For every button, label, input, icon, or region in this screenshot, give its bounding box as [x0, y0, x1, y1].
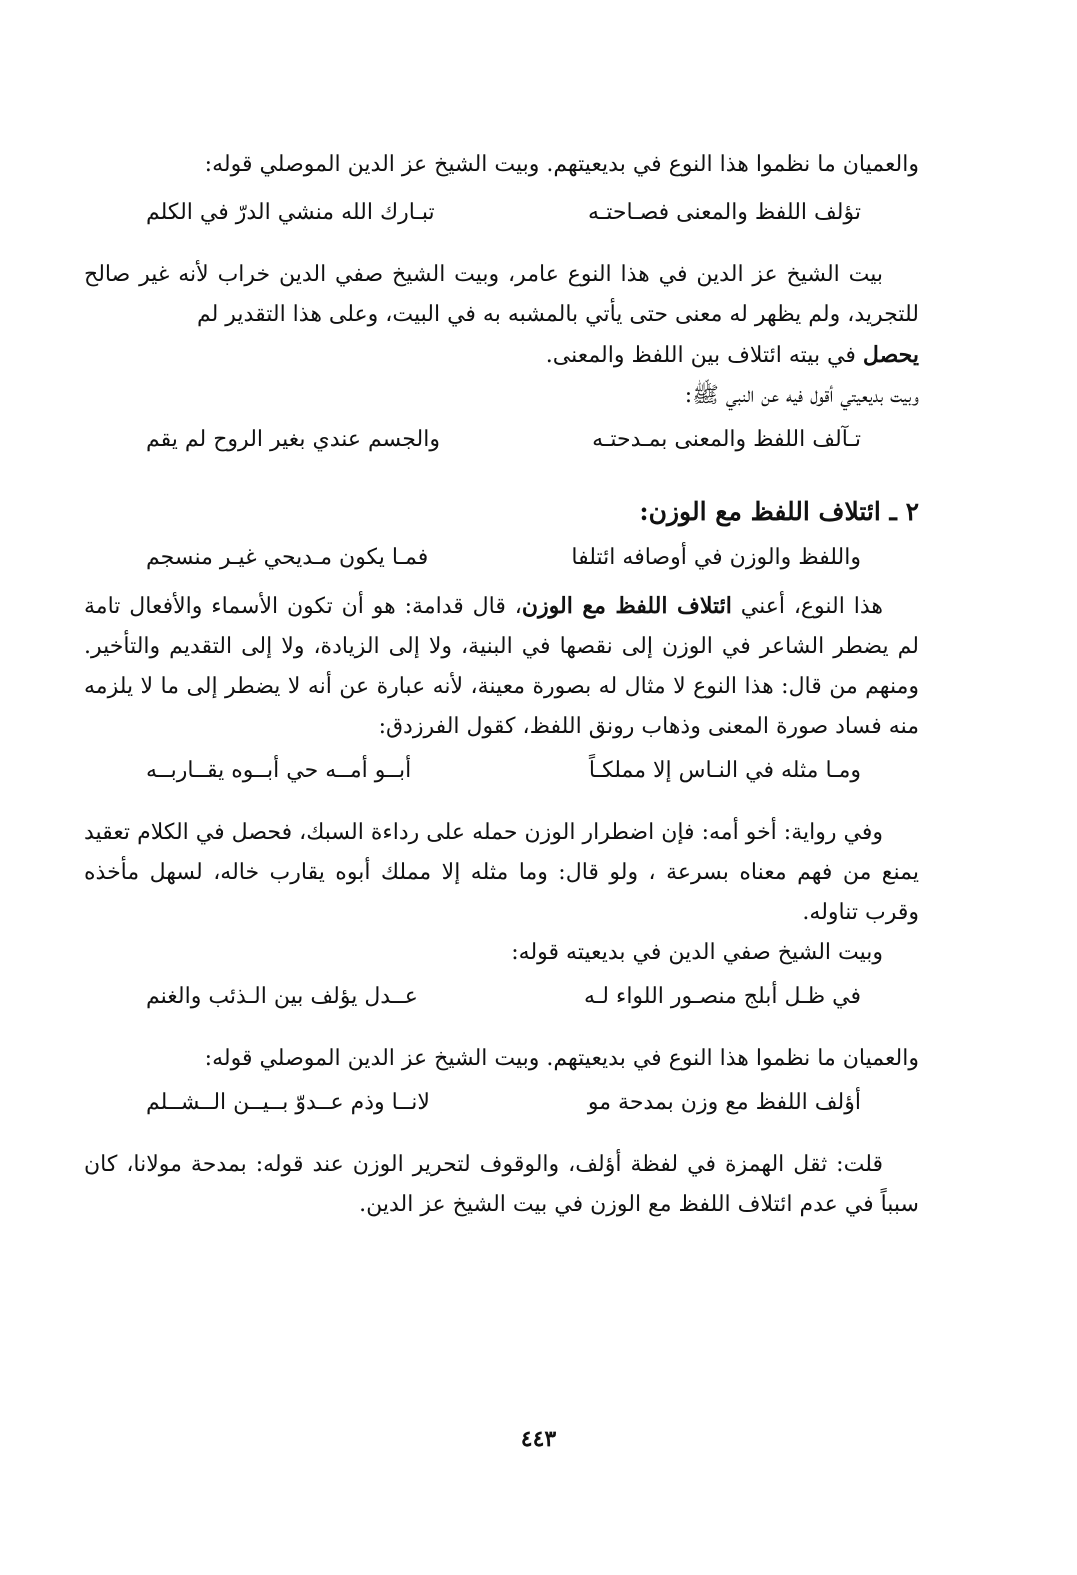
- verse-6-first-hemistich: أؤلف اللفظ مع وزن بمدحة مو: [587, 1090, 861, 1115]
- paragraph-author-verse: وبيت بديعيتي أقول فيه عن النبي ﷺ:: [684, 383, 919, 408]
- commentary-bold-word: يحصل: [862, 342, 919, 368]
- definition-bold-term: ائتلاف اللفظ مع الوزن: [521, 593, 732, 619]
- section-heading: ٢ ـ ائتلاف اللفظ مع الوزن:: [639, 497, 919, 526]
- verse-4-second-hemistich: أبــو أمــه حي أبــوه يقــاربــه: [146, 758, 412, 783]
- paragraph-blind-poets: والعميان ما نظموا هذا النوع في بديعيتهم. وبيت الشيخ عز الدين الموصلي قوله:: [204, 1046, 919, 1071]
- verse-2-first-hemistich: تـآلف اللفظ والمعنى بمـدحتـه: [592, 427, 861, 452]
- verse-1-second-hemistich: تبـارك الله منشي الدرّ في الكلم: [146, 200, 435, 225]
- commentary-tail: في بيته ائتلاف بين اللفظ والمعنى.: [545, 343, 863, 368]
- verse-4-first-hemistich: ومـا مثله في النـاس إلا مملكـاً: [588, 758, 861, 783]
- verse-5: [84, 977, 919, 1017]
- paragraph-safi-verse: وبيت الشيخ صفي الدين في بديعيته قوله:: [511, 940, 883, 965]
- text-column: [84, 145, 919, 1225]
- paragraph-intro: والعميان ما نظموا هذا النوع في بديعيتهم. وبيت الشيخ عز الدين الموصلي قوله:: [204, 152, 919, 177]
- verse-1: [84, 193, 919, 233]
- commentary-text: بيت الشيخ عز الدين في هذا النوع عامر، وبيت الشيخ صفي الدين خراب لأنه غير صالح للتجريد، ولم يظهر له معنى حتى يأتي بالمشبه به في البيت، وعلى هذا التقدير لم: [84, 262, 919, 327]
- page-number: ٤٤٣: [520, 1426, 557, 1452]
- paragraph-variant-reading: وفي رواية: أخو أمه: فإن اضطرار الوزن حمله على رداءة السبك، فحصل في الكلام تعقيد يمنع من فهم معناه بسرعة ، ولو قال: وما مثله إلا مملك أبوه يقارب خاله، لسهل مأخذه وقرب تناوله.: [84, 820, 919, 925]
- paragraph-conclusion: قلت: ثقل الهمزة في لفظة أؤلف، والوقوف لتحرير الوزن عند قوله: بمدحة مولانا، كان سبباً في عدم ائتلاف اللفظ مع الوزن في بيت الشيخ عز الدين.: [84, 1152, 919, 1217]
- definition-start: هذا النوع، أعني: [731, 594, 884, 619]
- verse-3-first-hemistich: واللفظ والوزن في أوصافه ائتلفا: [571, 545, 861, 570]
- verse-2-second-hemistich: والجسم عندي بغير الروح لم يقم: [146, 427, 440, 452]
- verse-2: [84, 420, 919, 460]
- definition-rest: ، قال قدامة: هو أن تكون الأسماء والأفعال تامة لم يضطر الشاعر في الوزن إلى نقصها في البنية، ولا إلى الزيادة، ولا إلى التقديم والتأخير. ومنهم من قال: هذا النوع لا مثال له بصورة معينة، لأنه عبارة عن أنه لا يضطر إلى ما لا يلزمه منه فساد صورة المعنى وذهاب رونق اللفظ، كقول الفرزدق:: [84, 594, 919, 739]
- verse-3-second-hemistich: فمـا يكون مـديحي غيـر منسجم: [146, 545, 429, 570]
- paragraph-commentary: [84, 255, 919, 376]
- paragraph-definition: [84, 586, 919, 747]
- verse-5-first-hemistich: في ظـل أبلج منصـور اللواء لـه: [584, 984, 861, 1009]
- verse-4: [84, 751, 919, 791]
- verse-5-second-hemistich: عــدل يؤلف بين الـذئب والغنم: [146, 984, 418, 1009]
- verse-6: [84, 1083, 919, 1123]
- verse-3: [84, 538, 919, 578]
- verse-6-second-hemistich: لانــا وذم عــدوّ بــيــن الــشــلم: [146, 1090, 430, 1115]
- verse-1-first-hemistich: تؤلف اللفظ والمعنى فصـاحتـه: [587, 200, 861, 225]
